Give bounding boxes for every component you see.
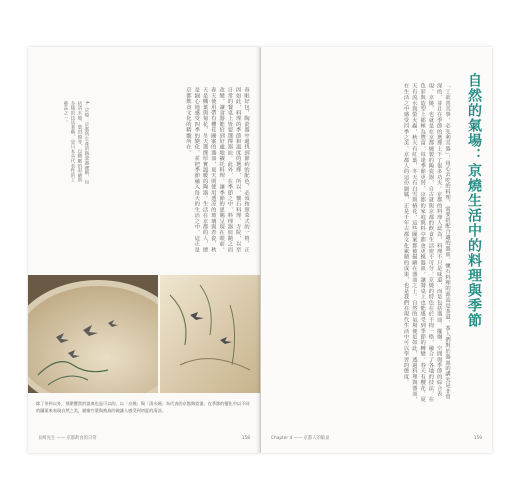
footnote: 4. 京燒：京都所生產的陶瓷器總稱，包括清水燒、粟田燒等，以精緻的彩繪與多樣的技法著稱，是日本具代表性的工藝品之一。 xyxy=(63,101,89,185)
photo-caption: 除了茶杯以外，那麼寶貴的器皿也是可以的。以「京燒」與「清水燒」為代表的京都陶瓷器，在季節的變化中以不同的圖案來表現自然之美，描繪竹葉與飛鳥的碗讓人感受到初夏的清涼。 xyxy=(36,401,250,413)
right-page-number: 159 xyxy=(473,436,482,441)
photo-strip xyxy=(28,275,260,393)
bowl-photo-left xyxy=(28,275,158,393)
left-body-text: 春眠好包，陶瓷器中還找到節約的配色，必須按照菜式的一格，正因如此，料理的季節和溫度的選擇，所以，懷石料理、寺院，以至日常的餐桌上皆要選擇器皿。此外，在季節之中，料理器皿隨之而改變，讓食器能恰到好處地襯托料理，讓季節的恩賜呈現在眼前。春天使用帶有櫻花圖案的器皿，夏天則使用透涼的玻璃與青瓷，秋天是楓葉與菊花，冬天選擇厚實溫暖的陶器。生活在京都的人，總是細心地感受四季的變化，並把季節融入每天的生活之中，這正是京都飲食文化的精髓所在。 xyxy=(184,87,249,253)
bowl-photo-right xyxy=(160,275,260,393)
right-running-footer: Chapter 4 —— 京都人的飯桌 xyxy=(271,436,330,441)
bowl-illustration-right xyxy=(160,275,260,393)
right-page xyxy=(261,47,492,453)
right-body-text: 「工欲善其事，必先利其器」，用心去吃的料理，需要搭配合適的器皿。懷石料理的源流是茶道，茶人們對於器皿的講究是非常深的，並且在季節的選擇上下了很多功夫。京都的料理人認為，料理不只是味道，而是包括器皿、擺盤、空間與季節的綜合表現。京燒，也就是在京都燒製的陶瓷器，自古就與京都的飲食生活密不可分。京燒的特色在於不拘一格，融合了各地的技法，在色彩與造型上都極為豐富。每逢季節更替，京都的家庭與料亭都會更換器皿，讓餐桌上也能感受到季節的轉變。春天有櫻花，夏天有流水與螢火蟲，秋天有紅葉，冬天有白雪與椿花，這些圖案都被描繪在器皿之上。自然的氣場便是如此，透過料理與器皿，在生活之中感受四季之美。京都人的這份細膩，正是千年古都文化累積的成果，也是我們在現代生活中可以學習的態度。 xyxy=(402,83,450,403)
bowl-illustration-left xyxy=(28,275,158,393)
left-page xyxy=(28,47,260,453)
left-page-number: 158 xyxy=(241,436,250,441)
section-title: 自然的氣場：京燒生活中的料理與季節 xyxy=(466,73,482,328)
left-running-footer: 長崎先生 —— 京都飲食的日常 xyxy=(38,436,97,441)
